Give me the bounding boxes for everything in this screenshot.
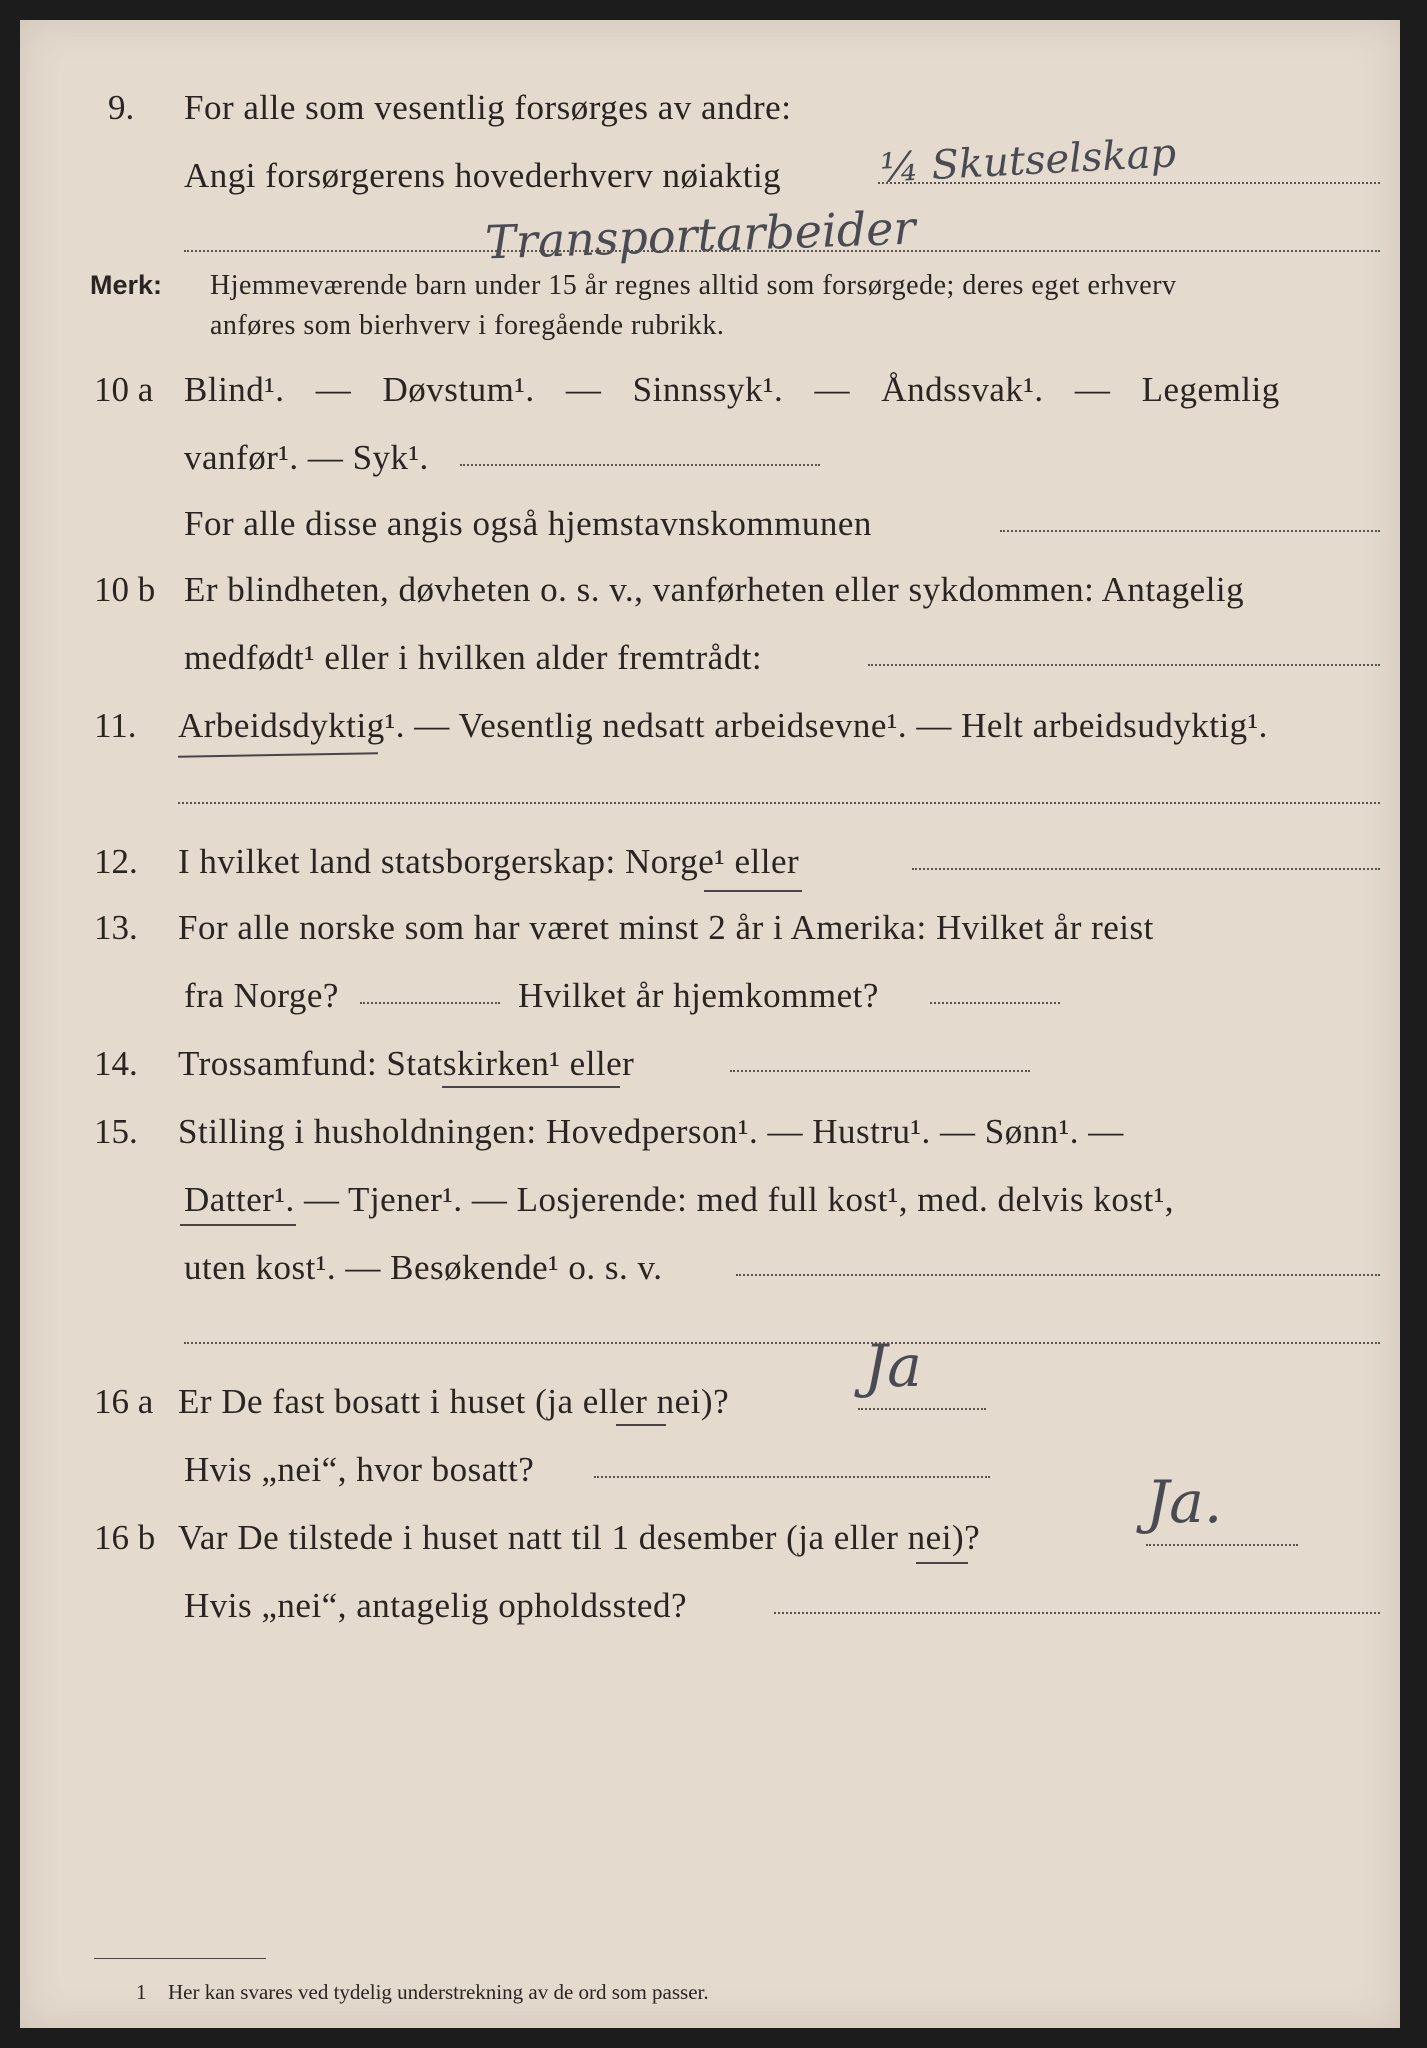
q14-line1: Trossamfund: Statskirken¹ eller bbox=[178, 1044, 635, 1083]
q12-line1: I hvilket land statsborgerskap: Norge¹ eller bbox=[178, 842, 800, 881]
q9-handwritten-answer-1: ¼ Skutselskap bbox=[878, 130, 1178, 192]
q16a-residence-line bbox=[594, 1476, 990, 1478]
q13-line2b: Hvilket år hjemkommet? bbox=[518, 976, 879, 1015]
q9-handwritten-answer-2: Transportarbeider bbox=[484, 200, 917, 270]
q9-number: 9. bbox=[108, 88, 135, 127]
q14-number: 14. bbox=[94, 1044, 138, 1083]
q16b-line2: Hvis „nei“, antagelig opholdssted? bbox=[184, 1586, 687, 1625]
q10b-line2: medfødt¹ eller i hvilken alder fremtrådt: bbox=[184, 638, 763, 677]
q13-left-answer-line bbox=[360, 1002, 500, 1004]
q16a-line2: Hvis „nei“, hvor bosatt? bbox=[184, 1450, 535, 1489]
census-form-page bbox=[20, 20, 1400, 2028]
q11-line1: Arbeidsdyktig¹. — Vesentlig nedsatt arbeidsevne¹. — Helt arbeidsudyktig¹. bbox=[178, 706, 1268, 745]
q13-line2a: fra Norge? bbox=[184, 976, 339, 1015]
q10a-hometown-line bbox=[1000, 530, 1380, 532]
footnote-mark: 1 bbox=[136, 1980, 147, 2004]
q9-extra-line bbox=[184, 250, 1380, 252]
q15-underline-datter bbox=[180, 1224, 296, 1226]
q10b-line1: Er blindheten, døvheten o. s. v., vanførheten eller sykdommen: Antagelig bbox=[184, 570, 1245, 609]
q9-line2: Angi forsørgerens hovederhverv nøiaktig bbox=[184, 156, 782, 195]
q15-line1: Stilling i husholdningen: Hovedperson¹. — Hustru¹. — Sønn¹. — bbox=[178, 1112, 1124, 1151]
q16a-answer-line bbox=[858, 1408, 986, 1410]
q13-line1: For alle norske som har været minst 2 år i Amerika: Hvilket år reist bbox=[178, 908, 1154, 947]
merk-label: Merk: bbox=[90, 270, 163, 300]
q15-answer-line bbox=[736, 1274, 1380, 1276]
q10b-answer-line bbox=[868, 664, 1380, 666]
q16b-number: 16 b bbox=[94, 1518, 156, 1557]
q12-number: 12. bbox=[94, 842, 138, 881]
q10a-number: 10 a bbox=[94, 370, 154, 409]
q14-answer-line bbox=[730, 1070, 1030, 1072]
q16b-underline-ja bbox=[916, 1562, 968, 1564]
q12-underline-norge bbox=[704, 890, 802, 892]
q11-number: 11. bbox=[94, 706, 137, 745]
q16b-location-line bbox=[774, 1612, 1380, 1614]
q16a-line1: Er De fast bosatt i huset (ja eller nei)? bbox=[178, 1382, 730, 1421]
footnote-rule bbox=[94, 1958, 266, 1959]
q15-number: 15. bbox=[94, 1112, 138, 1151]
q12-answer-line bbox=[912, 868, 1380, 870]
footnote-text: Her kan svares ved tydelig understrekning av de ord som passer. bbox=[168, 1980, 709, 2004]
q13-number: 13. bbox=[94, 908, 138, 947]
q10a-line1: Blind¹. — Døvstum¹. — Sinnssyk¹. — Åndssvak¹. — Legemlig bbox=[184, 370, 1280, 409]
q13-return-answer-line bbox=[930, 1002, 1060, 1004]
q15-line3: uten kost¹. — Besøkende¹ o. s. v. bbox=[184, 1248, 663, 1287]
q14-underline-statskirken bbox=[442, 1086, 620, 1088]
q16a-handwritten-answer: Ja bbox=[864, 1332, 922, 1400]
q10a-answer-line bbox=[460, 464, 820, 466]
q15-line2: Datter¹. — Tjener¹. — Losjerende: med full kost¹, med. delvis kost¹, bbox=[184, 1180, 1174, 1219]
q10a-line2: vanfør¹. — Syk¹. bbox=[184, 438, 429, 477]
q16a-number: 16 a bbox=[94, 1382, 154, 1421]
q16b-line1: Var De tilstede i huset natt til 1 desember (ja eller nei)? bbox=[178, 1518, 981, 1557]
q11-extra-line bbox=[178, 802, 1380, 804]
q9-line1: For alle som vesentlig forsørges av andre: bbox=[184, 88, 792, 127]
q11-underline-arbeidsdyktig bbox=[178, 752, 378, 757]
q10b-number: 10 b bbox=[94, 570, 156, 609]
q16a-underline-ja bbox=[616, 1424, 666, 1426]
q10a-line3: For alle disse angis også hjemstavnskommunen bbox=[184, 504, 872, 543]
q16b-answer-line bbox=[1146, 1544, 1298, 1546]
q16b-handwritten-answer: Ja. bbox=[1146, 1468, 1223, 1536]
merk-line1: Hjemmeværende barn under 15 år regnes alltid som forsørgede; deres eget erhverv bbox=[210, 270, 1177, 301]
q15-extra-line bbox=[184, 1342, 1380, 1344]
merk-line2: anføres som bierhverv i foregående rubrikk. bbox=[210, 310, 725, 341]
